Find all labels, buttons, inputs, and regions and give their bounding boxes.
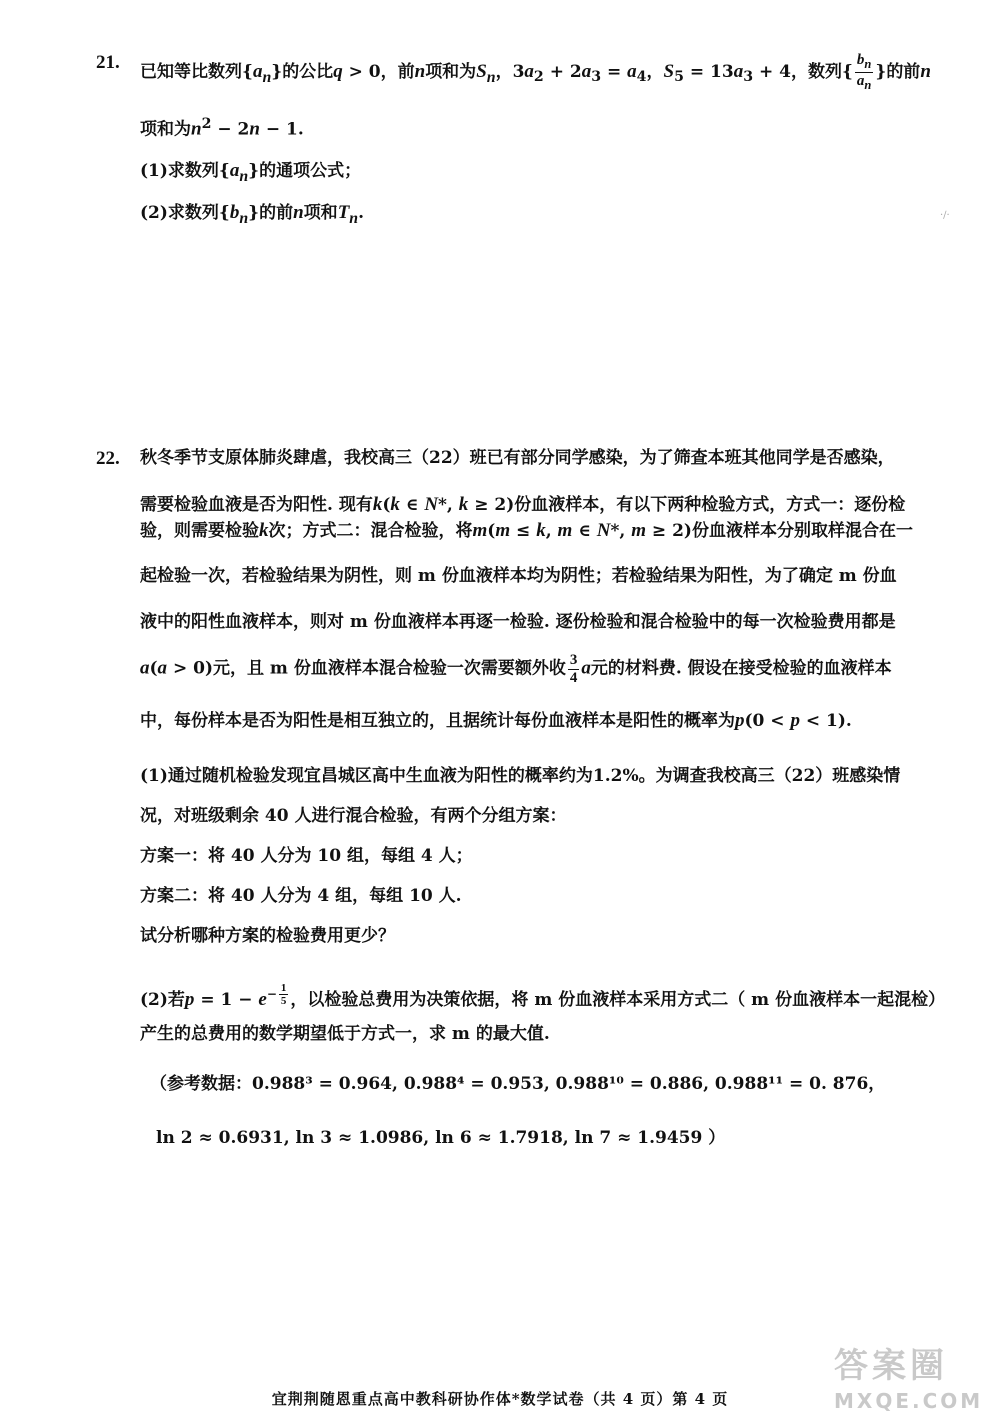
- q21-number: 21.: [96, 52, 120, 73]
- q22-reference-data-line1: （参考数据：0.988³ = 0.964, 0.988⁴ = 0.953, 0.988¹⁰ = 0.886, 0.988¹¹ = 0. 876，: [150, 1074, 886, 1094]
- q22-plan2: 方案二：将 40 人分为 4 组，每组 10 人.: [140, 886, 462, 906]
- stray-mark: ·∕·: [940, 210, 950, 221]
- q22-stem-line1: 秋冬季节支原体肺炎肆虐，我校高三（22）班已有部分同学感染，为了筛查本班其他同学是否感染，: [140, 448, 895, 468]
- q22-part1-line2: 况，对班级剩余 40 人进行混合检验，有两个分组方案：: [140, 806, 567, 826]
- q22-plan1: 方案一：将 40 人分为 10 组，每组 4 人；: [140, 846, 473, 866]
- q22-stem-line2: 需要检验血液是否为阳性. 现有k(k ∈ N*, k ≥ 2)份血液样本，有以下两种检验方式，方式一：逐份检: [140, 494, 906, 515]
- q22-number: 22.: [96, 448, 120, 469]
- q22-stem-line3: 验，则需要检验k次；方式二：混合检验，将m(m ≤ k, m ∈ N*, m ≥ 2)份血液样本分别取样混合在一: [140, 520, 913, 541]
- q22-part1-line1: (1)通过随机检验发现宜昌城区高中生血液为阳性的概率约为1.2%。为调查我校高三（22）班感染情: [140, 766, 901, 786]
- q22-stem-line5: 液中的阳性血液样本，则对 m 份血液样本再逐一检验. 逐份检验和混合检验中的每一次检验费用都是: [140, 612, 896, 632]
- q21-part1: (1)求数列$\{a_n\}$的通项公式；: [140, 160, 362, 185]
- q21-stem-line2: 项和为$n^2 - 2n - 1$.: [140, 116, 304, 140]
- q22-stem-line6: a(a > 0)元，且 m 份血液样本混合检验一次需要额外收 $\frac{3}{4}$ a元的材料费. 假设在接受检验的血液样本: [140, 652, 892, 686]
- watermark-logo: 答案圈 MXQE.COM: [834, 1346, 984, 1413]
- q22-part1-question: 试分析哪种方案的检验费用更少？: [140, 926, 395, 946]
- q22-part2-line2: 产生的总费用的数学期望低于方式一，求 m 的最大值.: [140, 1024, 550, 1044]
- q22-stem-line7: 中，每份样本是否为阳性是相互独立的，且据统计每份血液样本是阳性的概率为p(0 < p < 1).: [140, 710, 852, 731]
- q21-stem-line1: 已知等比数列$\{a_n\}$的公比q > 0，前n项和为$S_n$，$3a_2 + 2a_3 = a_4$，$S_5 = 13a_3 + 4$，数列{ $\frac{b_n}{a_n}$ }的前n: [140, 52, 931, 92]
- q21-part2: (2)求数列$\{b_n\}$的前n项和$T_n$.: [140, 202, 365, 227]
- q22-stem-line4: 起检验一次，若检验结果为阴性，则 m 份血液样本均为阴性；若检验结果为阳性，为了确定 m 份血: [140, 566, 897, 586]
- q22-part2-line1: (2)若$p = 1 - e^{- \frac{1}{5}}$ ，以检验总费用为决策依据，将 m 份血液样本采用方式二（ m 份血液样本一起混检）: [140, 982, 946, 1010]
- q22-reference-data-line2: ln 2 ≈ 0.6931, ln 3 ≈ 1.0986, ln 6 ≈ 1.7918, ln 7 ≈ 1.9459 ）: [156, 1128, 726, 1148]
- page-footer: 宜荆荆随恩重点高中教科研协作体*数学试卷（共 4 页）第 4 页: [271, 1390, 729, 1408]
